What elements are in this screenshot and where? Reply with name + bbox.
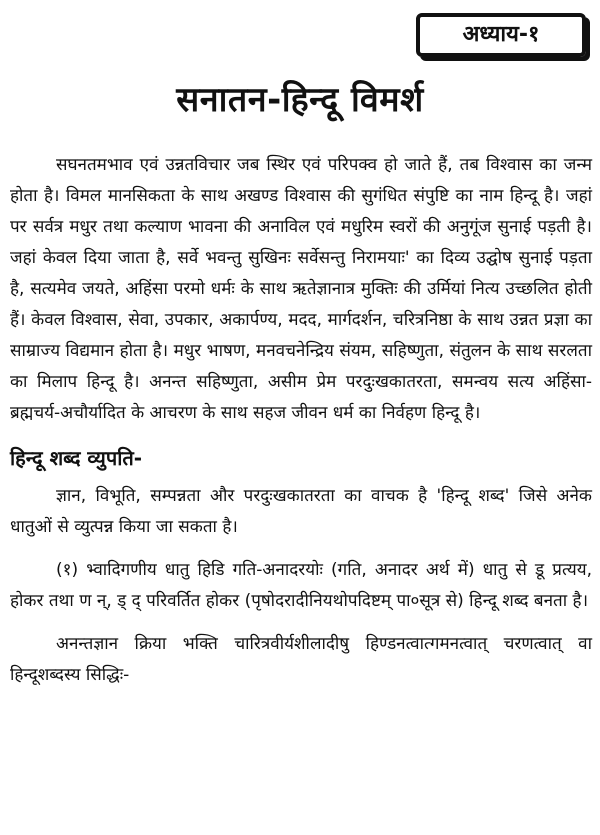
chapter-label-text: अध्याय-१ [462, 22, 540, 47]
section-heading: हिन्दू शब्द व्युपति- [10, 446, 143, 470]
document-body [10, 150, 592, 691]
page-title: सनातन-हिन्दू विमर्श [176, 80, 424, 120]
chapter-label [416, 13, 586, 57]
paragraph-1: सघनतमभाव एवं उन्नतविचार जब स्थिर एवं परिपक्व हो जाते हैं, तब विश्वास का जन्म होता है। विमल मानसिकता के साथ अखण्ड विश्वास की सुगंधित संपुष्टि का नाम हिन्दू है। जहां पर सर्वत्र मधुर तथा कल्याण भावना की अनाविल एवं मधुरिम स्वरों की अनुगूंज सुनाई पड़ती है। जहां केवल दिया जाता है, सर्वे भवन्तु सुखिनः सर्वेसन्तु निरामयाः' का दिव्य उद्घोष सुनाई पड़ता है, सत्यमेव जयते, अहिंसा परमो धर्मः के साथ ऋतेज्ञानात्र मुक्तिः की उर्मियां नित्य उच्छलित होती हैं। केवल विश्वास, सेवा, उपकार, अकार्पण्य, मदद, मार्गदर्शन, चरित्रनिष्ठा के साथ उन्नत प्रज्ञा का साम्राज्य विद्यमान होता है। मधुर भाषण, मनवचनेन्द्रिय संयम, सहिष्णुता, संतुलन के साथ सरलता का मिलाप हिन्दू है। अनन्त सहिष्णुता, असीम प्रेम परदुःखकातरता, समन्वय सत्य अहिंसा-ब्रह्मचर्य-अचौर्यादित के आचरण के साथ सहज जीवन धर्म का निर्वहण हिन्दू है। [10, 155, 592, 423]
paragraph-3: (१) भ्वादिगणीय धातु हिडि गति-अनादरयोः (गति, अनादर अर्थ में) धातु से डू प्रत्यय, होकर तथा ण न्, ड् द् परिवर्तित होकर (पृषोदरादीनियथोपदिष्टम् पा०सूत्र से) हिन्दू शब्द बनता है। [10, 560, 592, 611]
paragraph-2: ज्ञान, विभूति, सम्पन्नता और परदुःखकातरता का वाचक है 'हिन्दू शब्द' जिसे अनेक धातुओं से व्युत्पन्न किया जा सकता है। [10, 486, 592, 537]
paragraph-4: अनन्तज्ञान क्रिया भक्ति चारित्रवीर्यशीलादीषु हिण्डनत्वात्गमनत्वात् चरणत्वात् वा हिन्दूशब्दस्य सिद्धिः- [10, 634, 592, 685]
